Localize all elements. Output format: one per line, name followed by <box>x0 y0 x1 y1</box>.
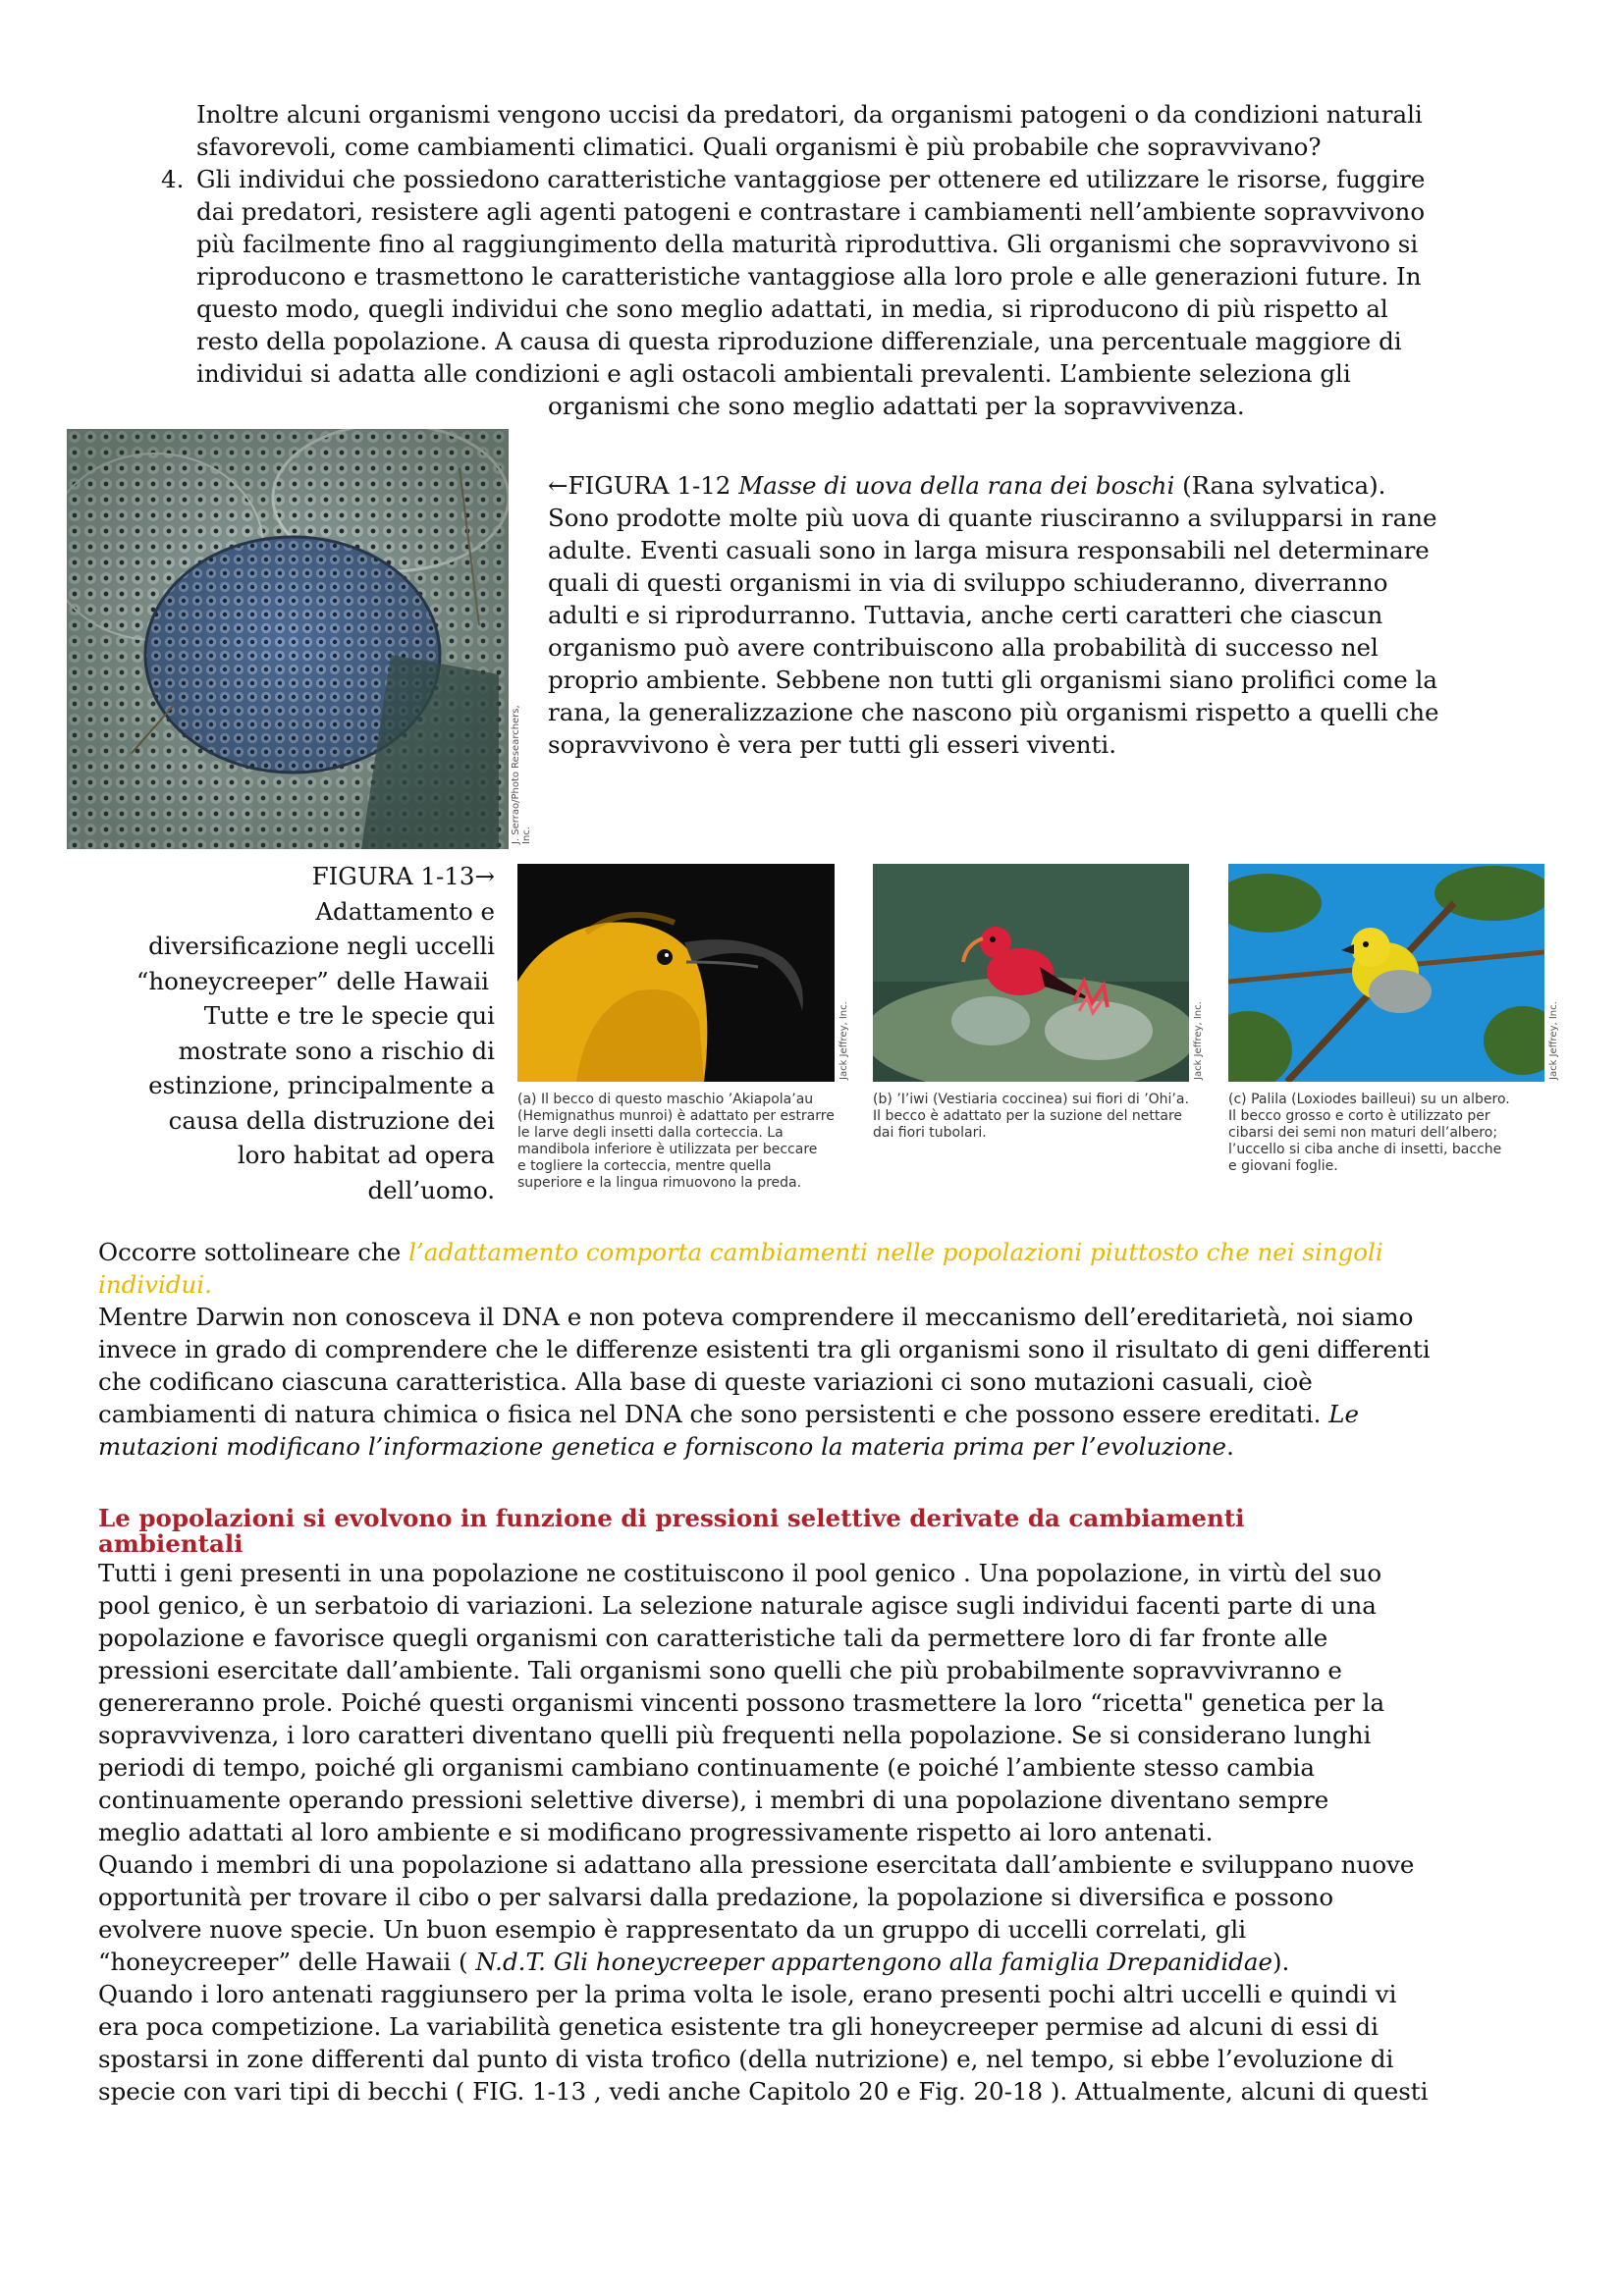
figure-1-13-caption <box>59 859 495 1207</box>
text-line: Sono prodotte molte più uova di quante riusciranno a svilupparsi in rane <box>548 504 1437 532</box>
text-line: resto della popolazione. A causa di questa riproduzione differenziale, una percentuale maggiore di <box>196 327 1402 355</box>
intro-paragraph <box>196 98 1551 163</box>
text-span: “honeycreeper” delle Hawaii ( <box>98 1948 476 1976</box>
text-line: superiore e la lingua rimuovono la preda. <box>517 1175 802 1191</box>
akiapolaau-photo <box>517 864 835 1082</box>
adaptation-paragraph <box>98 1236 1571 1301</box>
text-line: causa della distruzione dei <box>168 1105 495 1135</box>
text-line: periodi di tempo, poiché gli organismi cambiano continuamente (e poiché l’ambiente stesso cambia <box>98 1753 1315 1782</box>
text-line: Il becco è adattato per la suzione del nettare <box>873 1108 1183 1124</box>
text-line: adulte. Eventi casuali sono in larga misura responsabili nel determinare <box>548 536 1430 564</box>
text-line: le larve degli insetti dalla corteccia. La <box>517 1125 784 1141</box>
text-line <box>98 1398 1571 1430</box>
text-line: dell’uomo. <box>367 1175 495 1204</box>
text-span: . <box>1226 1432 1234 1461</box>
text-line: “honeycreeper” delle Hawaii <box>135 966 489 995</box>
list-number: 4. <box>161 165 185 193</box>
text-line: rana, la generalizzazione che nascono più organismi rispetto a quelli che <box>548 698 1439 726</box>
adaptation-prefix: Occorre sottolineare che <box>98 1238 409 1266</box>
text-line: organismo può avere contribuiscono alla probabilità di successo nel <box>548 633 1379 662</box>
text-line: specie con vari tipi di becchi ( FIG. 1-13 , vedi anche Capitolo 20 e Fig. 20-18 ). Attualmente, alcuni di questi <box>98 2077 1429 2106</box>
text-line: Il becco grosso e corto è utilizzato per <box>1228 1108 1490 1124</box>
text-line: (a) Il becco di questo maschio ’Akiapola’au <box>517 1092 814 1107</box>
palila-illustration <box>1228 864 1544 1082</box>
figure-title: Masse di uova della rana dei boschi <box>738 471 1175 500</box>
darwin-paragraph <box>98 1301 1571 1463</box>
text-line: continuamente operando pressioni selettive diverse), i membri di una popolazione diventano sempre <box>98 1786 1329 1814</box>
text-line: mandibola inferiore è utilizzata per beccare <box>517 1142 818 1157</box>
text-line: adulti e si riprodurranno. Tuttavia, anche certi caratteri che ciascun <box>548 601 1383 629</box>
text-line: proprio ambiente. Sebbene non tutti gli organismi siano prolifici come la <box>548 666 1437 694</box>
section-body <box>98 1557 1571 2108</box>
text-line: (c) Palila (Loxiodes bailleui) su un albero. <box>1228 1092 1510 1107</box>
text-line: evolvere nuove specie. Un buon esempio è rappresentato da un gruppo di uccelli correlati, gli <box>98 1915 1247 1944</box>
text-span: cambiamenti di natura chimica o fisica nel DNA che sono persistenti e che possono essere ereditati. <box>98 1400 1329 1428</box>
text-line: loro habitat ad opera <box>237 1141 495 1169</box>
text-line: individui si adatta alle condizioni e agli ostacoli ambientali prevalenti. L’ambiente seleziona gli <box>196 359 1351 388</box>
photo-credit: Jack Jeffrey, Inc. <box>1193 1001 1204 1080</box>
section-heading <box>98 1506 1571 1557</box>
text-line: dai predatori, resistere agli agenti patogeni e contrastare i cambiamenti nell’ambiente sopravvivono <box>196 197 1426 226</box>
text-span-italic: mutazioni modificano l’informazione genetica e forniscono la materia prima per l’evoluzione <box>98 1432 1227 1461</box>
akiapolaau-illustration <box>517 864 835 1082</box>
heading-line: ambientali <box>98 1529 243 1558</box>
text-line: Tutti i geni presenti in una popolazione ne costituiscono il pool genico . Una popolazione, in virtù del suo <box>98 1559 1382 1587</box>
text-line: questo modo, quegli individui che sono meglio adattati, in media, si riproducono di più rispetto al <box>196 294 1388 323</box>
photo-credit: Jack Jeffrey, Inc. <box>839 1001 849 1080</box>
text-line: dai fiori tubolari. <box>873 1125 987 1141</box>
text-line: quali di questi organismi in via di sviluppo schiuderanno, diverranno <box>548 568 1388 597</box>
text-line: riproducono e trasmettono le caratteristiche vantaggiose alla loro prole e alle generazioni future. In <box>196 262 1422 291</box>
figure-1-12-caption <box>548 469 1579 761</box>
text-span: ). <box>1271 1948 1290 1976</box>
text-line: più facilmente fino al raggiungimento della maturità riproduttiva. Gli organismi che sopravvivono si <box>196 230 1419 258</box>
palila-photo <box>1228 864 1544 1082</box>
point-4-paragraph <box>196 163 1551 422</box>
panel-c-caption <box>1228 1092 1552 1175</box>
text-span-italic: N.d.T. Gli honeycreeper appartengono alla famiglia Drepanididae <box>475 1948 1272 1976</box>
text-line <box>98 1430 1571 1463</box>
text-line: estinzione, principalmente a <box>148 1071 495 1099</box>
text-line: diversificazione negli uccelli <box>148 932 495 960</box>
heading-line: Le popolazioni si evolvono in funzione di pressioni selettive derivate da cambiamenti <box>98 1504 1245 1532</box>
frog-eggs-illustration <box>67 429 509 849</box>
text-line: che codificano ciascuna caratteristica. Alla base di queste variazioni ci sono mutazioni casuali, cioè <box>98 1367 1313 1396</box>
text-line: spostarsi in zone differenti dal punto di vista trofico (della nutrizione) e, nel tempo, si ebbe l’evoluzione di <box>98 2045 1394 2073</box>
text-line: popolazione e favorisce quegli organismi con caratteristiche tali da permettere loro di far fronte alle <box>98 1624 1328 1652</box>
text-line: mostrate sono a rischio di <box>178 1036 495 1065</box>
text-line: sopravvivono è vera per tutti gli esseri viventi. <box>548 730 1116 759</box>
text-line: cibarsi dei semi non maturi dell’albero; <box>1228 1125 1498 1141</box>
text-line <box>98 1236 1571 1268</box>
text-line: Tutte e tre le specie qui <box>203 1001 495 1030</box>
frog-eggs-photo <box>67 429 509 849</box>
figure-label: ←FIGURA 1-12 <box>548 471 739 500</box>
text-span-italic: Le <box>1328 1400 1359 1428</box>
text-line: invece in grado di comprendere che le differenze esistenti tra gli organismi sono il risultato di geni differenti <box>98 1335 1431 1363</box>
panel-b-caption <box>873 1092 1197 1142</box>
text-line: opportunità per trovare il cibo o per salvarsi dalla predazione, la popolazione si diversifica e possono <box>98 1883 1334 1911</box>
figure-species: (Rana sylvatica). <box>1174 471 1386 500</box>
text-line: organismi che sono meglio adattati per la sopravvivenza. <box>548 392 1245 420</box>
text-line: Quando i membri di una popolazione si adattano alla pressione esercitata dall’ambiente e sviluppano nuove <box>98 1850 1415 1879</box>
text-line: sopravvivenza, i loro caratteri diventano quelli più frequenti nella popolazione. Se si considerano lunghi <box>98 1721 1372 1749</box>
text-line: Mentre Darwin non conosceva il DNA e non poteva comprendere il meccanismo dell’ereditarietà, noi siamo <box>98 1303 1414 1331</box>
panel-a-caption <box>517 1092 841 1192</box>
adaptation-highlight: l’adattamento comporta cambiamenti nelle popolazioni piuttosto che nei singoli <box>408 1238 1383 1266</box>
text-line: era poca competizione. La variabilità genetica esistente tra gli honeycreeper permise ad alcuni di essi di <box>98 2012 1379 2041</box>
text-line: FIGURA 1-13→ <box>311 862 495 890</box>
photo-credit: Jack Jeffrey, Inc. <box>1548 1001 1559 1080</box>
text-line: genereranno prole. Poiché questi organismi vincenti possono trasmettere la loro “ricetta" genetica per la <box>98 1688 1385 1717</box>
text-line: Inoltre alcuni organismi vengono uccisi da predatori, da organismi patogeni o da condizioni naturali <box>196 100 1423 129</box>
text-line: e giovani foglie. <box>1228 1158 1338 1174</box>
text-line: Quando i loro antenati raggiunsero per la prima volta le isole, erano presenti pochi altri uccelli e quindi vi <box>98 1980 1397 2008</box>
text-line: Gli individui che possiedono caratteristiche vantaggiose per ottenere ed utilizzare le risorse, fuggire <box>196 165 1426 193</box>
adaptation-highlight: individui. <box>98 1270 212 1299</box>
text-line: l’uccello si ciba anche di insetti, bacche <box>1228 1142 1502 1157</box>
iiwi-illustration <box>873 864 1189 1082</box>
text-line: (b) ’I’iwi (Vestiaria coccinea) sui fiori di ’Ohi’a. <box>873 1092 1189 1107</box>
text-line: meglio adattati al loro ambiente e si modificano progressivamente rispetto ai loro antenati. <box>98 1818 1214 1846</box>
text-line: sfavorevoli, come cambiamenti climatici. Quali organismi è più probabile che sopravvivano? <box>196 133 1322 161</box>
text-line: pressioni esercitate dall’ambiente. Tali organismi sono quelli che più probabilmente sopravvivranno e <box>98 1656 1342 1684</box>
text-line <box>98 1946 1571 1978</box>
text-line: e togliere la corteccia, mentre quella <box>517 1158 772 1174</box>
text-line: pool genico, è un serbatoio di variazioni. La selezione naturale agisce sugli individui facenti parte di una <box>98 1591 1377 1620</box>
text-line: Adattamento e <box>315 896 495 926</box>
text-line <box>548 469 1579 502</box>
text-line: (Hemignathus munroi) è adattato per estrarre <box>517 1108 835 1124</box>
photo-credit: J. Serrao/Photo Researchers, Inc. <box>511 705 532 844</box>
iiwi-photo <box>873 864 1189 1082</box>
